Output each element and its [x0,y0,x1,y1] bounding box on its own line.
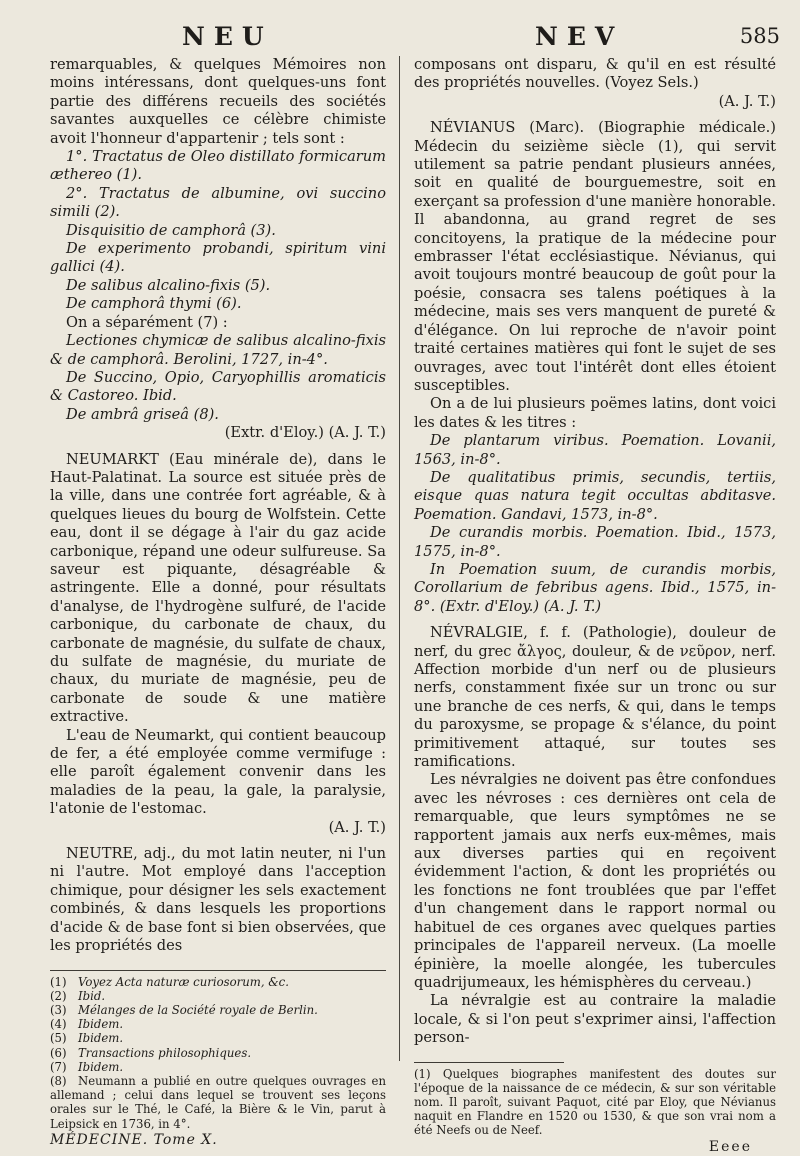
body-paragraph: Les névralgies ne doivent pas être confondues avec les névroses : ces dernières ont cela de remarquable, que leurs symptômes ne se rapportent jamais aux nerfs eux-mêmes, mais aux diverses parties qui en reçoivent évidemment l'action, & dont les propriétés ou les fonctions ne font troublées que par l'effet d'un changement dans le rapport normal ou habituel de ces organes avec quelques parties principales de l'appareil nerveux. (La moelle épinière, la moelle alongée, les tubercules quadrijumeaux, les hémisphères du cerveau.) [414,771,776,991]
bibliography-item: De salibus alcalino-fixis (5). [66,276,271,294]
footnote [50,1003,386,1017]
footnote-divider [50,970,386,971]
page-number: 585 [739,24,780,48]
bibliography-item: Lectiones chymicæ de salibus alcalino-fixis & de camphorâ. Berolini, 1727, in-4°. [50,332,386,368]
signature-line: MÉDECINE. Tome X. [50,1131,218,1148]
footnote [50,1046,386,1060]
footnote-marker: (7) [50,1059,67,1074]
bibliography-item: De Succino, Opio, Caryophillis aromaticis & Castoreo. Ibid. [50,368,386,405]
footnote [50,1060,386,1074]
running-header-left: NEU [182,22,273,51]
bibliography-item: De ambrâ griseâ (8). [66,405,219,423]
body-paragraph: On a de lui plusieurs poëmes latins, dont voici les dates & les titres : [414,395,776,431]
footnote-marker: (3) [50,1002,67,1017]
column-divider [399,56,400,1061]
footnote-text: Ibidem. [78,1031,124,1046]
bibliography-item: De camphorâ thymi (6). [66,295,242,313]
footnote-text: Ibidem. [78,1059,124,1074]
bibliography-item: 2°. Tractatus de albumine, ovi succino simili (2). [50,184,386,221]
body-paragraph: La névralgie est au contraire la maladie locale, & si l'on peut s'exprimer ainsi, l'affection person- [414,992,776,1047]
entry-neutre: NEUTRE, adj., du mot latin neuter, ni l'un ni l'autre. Mot employé dans l'acception chimique, pour désigner les sels exactement combinés, & dans lesquels les proportions d'acide & de base font si bien observées, que les propriétés des [50,845,386,955]
footnote-marker: (1) [50,974,67,989]
running-header-right: NEV [535,22,624,51]
footnote-text: Ibid. [78,988,106,1003]
footnote [50,989,386,1003]
footnote [50,1017,386,1031]
footnote-marker: (8) [50,1073,67,1088]
attribution: (A. J. T.) [328,818,386,836]
footnote-divider [414,1062,564,1063]
footnote-text: Voyez Acta naturæ curiosorum, &c. [78,974,289,989]
body-paragraph: On a séparément (7) : [66,313,228,331]
footnote-marker: (5) [50,1031,67,1046]
bibliography-item: De experimento probandi, spiritum vini gallici (4). [50,240,386,276]
entry-neumarkt: NEUMARKT (Eau minérale de), dans le Haut-Palatinat. La source est située près de la ville, dans une contrée fort agréable, & à quelques lieues du bourg de Wolfstein. Cette eau, dont il se dégage à l'air du gaz acide carbonique, répand une odeur sulfureuse. Sa saveur est piquante, désagréable & astringente. Elle a donné, pour résultats d'analyse, de l'hydrogène sulfuré, de l'acide carbonique, du carbonate de chaux, du carbonate de magnésie, du sulfate de chaux, du sulfate de magnésie, du muriate de chaux, du muriate de magnésie, peu de carbonate de soude & une matière extractive. [50,450,386,726]
signature-mark: Eeee [708,1138,752,1155]
footnote [50,1074,386,1131]
footnote-text: Ibidem. [78,1017,124,1032]
footnote [50,1031,386,1045]
bibliography-item: De curandis morbis. Poemation. Ibid., 1573, 1575, in-8°. [414,524,776,560]
bibliography-item: De qualitatibus primis, secundis, tertiis, eisque quas natura tegit occultas abditasve. Poemation. Gandavi, 1573, in-8°. [414,468,776,523]
footnote-text: Neumann a publié en outre quelques ouvrages en allemand ; celui dans lequel se trouvent ses leçons orales sur le Thé, le Café, la Bière & le Vin, parut à Leipsick en 1736, in 4°. [50,1073,386,1131]
entry-nevralgie: NÉVRALGIE, f. f. (Pathologie), douleur de nerf, du grec ἄλγος, douleur, & de νεῦρον, nerf. Affection morbide d'un nerf ou de plusieurs nerfs, constamment fixée sur un tronc ou sur une branche de ces nerfs, & qui, dans le temps du paroxysme, se propage & s'élance, du point primitivement attaqué, sur toutes ses ramifications. [414,624,776,771]
bibliography-item: In Poemation suum, de curandis morbis, Corollarium de febribus agens. Ibid., 1575, in-8°. (Extr. d'Eloy.) (A. J. T.) [414,560,776,615]
bibliography-item: 1°. Tractatus de Oleo distillato formicarum æthereo (1). [50,148,386,184]
entry-nevianus: NÉVIANUS (Marc). (Biographie médicale.) Médecin du seizième siècle (1), qui servit utilement sa patrie pendant plusieurs années, soit en qualité de bourguemestre, soit en exerçant sa profession d'une manière honorable. Il abandonna, au grand regret de ses concitoyens, la pratique de la médecine pour embrasser l'état ecclésiastique. Névianus, qui avoit toujours montré beaucoup de goût pour la poésie, consacra ses talens poétiques à la médecine, mais ses vers manquent de pureté & d'élégance. On lui reproche de n'avoir point traité certaines matières qui font le sujet de ses ouvrages, avec tout l'intérêt dont elles étoient susceptibles. [414,119,776,394]
bibliography-item: De plantarum viribus. Poemation. Lovanii, 1563, in-8°. [414,432,776,468]
footnote-marker: (2) [50,988,67,1003]
left-column [50,56,386,1149]
footnote-text: Transactions philosophiques. [78,1045,252,1060]
footnote: (1) Quelques biographes manifestent des doutes sur l'époque de la naissance de ce médecin, & sur son véritable nom. Il paroît, suivant Paquot, cité par Eloy, que Névianus naquit en Flandre en 1520 ou 1530, & que son vrai nom a été Neefs ou de Neef. [414,1066,776,1138]
footnote [50,975,386,989]
body-paragraph: remarquables, & quelques Mémoires non moins intéressans, dont quelques-uns font partie des différens recueils des sociétés savantes auxquelles ce célèbre chimiste avoit l'honneur d'appartenir ; tels sont : [50,56,386,147]
attribution: (Extr. d'Eloy.) (A. J. T.) [224,424,386,442]
footnote-text: Mélanges de la Société royale de Berlin. [78,1002,318,1017]
footnote-marker: (4) [50,1017,67,1032]
body-paragraph: L'eau de Neumarkt, qui contient beaucoup de fer, a été employée comme vermifuge : elle paroît également convenir dans les maladies de la peau, la gale, la paralysie, l'atonie de l'estomac. [50,726,386,818]
body-paragraph: composans ont disparu, & qu'il en est résulté des propriétés nouvelles. (Voyez Sels.) [414,56,776,92]
bibliography-item: Disquisitio de camphorâ (3). [66,221,276,239]
footnote-marker: (6) [50,1045,67,1060]
attribution: (A. J. T.) [718,92,776,110]
right-column [414,56,776,1156]
